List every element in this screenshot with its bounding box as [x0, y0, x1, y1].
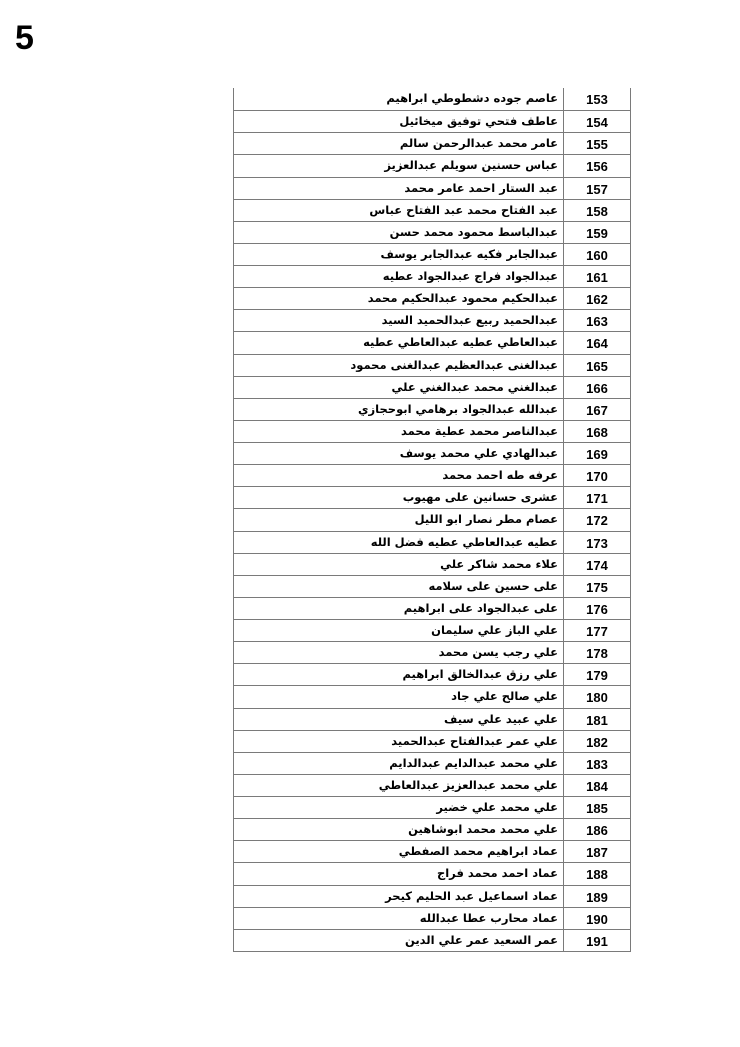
table-row [234, 840, 630, 862]
table-row [234, 177, 630, 199]
table-row [234, 110, 630, 132]
name-cell: عبدالباسط محمود محمد حسن [234, 222, 564, 243]
table-row [234, 464, 630, 486]
name-cell: عطيه عبدالعاطي عطيه فضل الله [234, 532, 564, 553]
name-cell: عبد الستار احمد عامر محمد [234, 178, 564, 199]
number-cell: 157 [586, 181, 608, 197]
name-cell: عشرى حسانين على مهيوب [234, 487, 564, 508]
name-cell: علي محمد محمد ابوشاهين [234, 819, 564, 840]
name-cell: عامر محمد عبدالرحمن سالم [234, 133, 564, 154]
number-cell: 191 [586, 933, 608, 949]
name-cell: على عبدالجواد على ابراهيم [234, 598, 564, 619]
name-cell: عماد احمد محمد فراج [234, 863, 564, 884]
number-cell: 190 [586, 911, 608, 927]
number-cell: 174 [586, 557, 608, 573]
table-row [234, 796, 630, 818]
name-cell: عماد محارب عطا عبدالله [234, 908, 564, 929]
names-table [233, 88, 631, 952]
name-cell: علي عبيد علي سيف [234, 709, 564, 730]
number-cell: 188 [586, 867, 608, 883]
number-cell: 181 [586, 712, 608, 728]
number-cell: 186 [586, 823, 608, 839]
number-cell: 161 [586, 270, 608, 285]
table-row [234, 663, 630, 685]
table-row [234, 597, 630, 619]
name-cell: علي رجب يسن محمد [234, 642, 564, 663]
table-row [234, 354, 630, 376]
table-row [234, 752, 630, 774]
table-row [234, 885, 630, 907]
name-cell: علي عمر عبدالفتاح عبدالحميد [234, 731, 564, 752]
number-cell: 162 [586, 292, 608, 308]
number-cell: 153 [586, 92, 608, 107]
number-cell: 156 [586, 159, 608, 175]
table-row [234, 508, 630, 530]
number-cell: 168 [586, 424, 608, 440]
table-row [234, 774, 630, 796]
name-cell: عبدالغنى عبدالعظيم عبدالغنى محمود [234, 355, 564, 376]
name-cell: عبدالحميد ربيع عبدالحميد السيد [234, 310, 564, 331]
number-cell: 155 [586, 137, 608, 153]
name-cell: علي الباز علي سليمان [234, 620, 564, 641]
table-row [234, 376, 630, 398]
table-row [234, 907, 630, 929]
name-cell: عبدالله عبدالجواد برهامي ابوحجازي [234, 399, 564, 420]
number-cell: 164 [586, 336, 608, 352]
number-cell: 158 [586, 203, 608, 219]
table-row [234, 486, 630, 508]
table-row [234, 331, 630, 353]
number-cell: 159 [586, 225, 608, 241]
table-row [234, 553, 630, 575]
name-cell: علي صالح علي جاد [234, 686, 564, 707]
name-cell: عبدالجابر فكيه عبدالجابر يوسف [234, 244, 564, 265]
number-cell: 154 [586, 115, 608, 131]
table-row [234, 685, 630, 707]
name-cell: عاصم جوده دشطوطي ابراهيم [234, 88, 564, 110]
name-cell: عبد الفتاح محمد عبد الفتاح عباس [234, 200, 564, 221]
name-cell: عاطف فتحي توفيق ميخائيل [234, 111, 564, 132]
name-cell: علي محمد عبدالدايم عبدالدايم [234, 753, 564, 774]
name-cell: عماد ابراهيم محمد الصفطي [234, 841, 564, 862]
number-cell: 170 [586, 469, 608, 485]
table-row [234, 199, 630, 221]
number-cell: 167 [586, 402, 608, 418]
number-cell: 185 [586, 801, 608, 816]
table-row [234, 442, 630, 464]
table-row [234, 221, 630, 243]
number-cell: 171 [586, 491, 608, 507]
name-cell: عباس حسنين سويلم عبدالعزيز [234, 155, 564, 176]
number-cell: 176 [586, 601, 608, 617]
table-row [234, 818, 630, 840]
name-cell: عبدالهادي علي محمد يوسف [234, 443, 564, 464]
number-cell: 178 [586, 646, 608, 662]
name-cell: عبدالناصر محمد عطية محمد [234, 421, 564, 442]
number-cell: 189 [586, 889, 608, 905]
number-cell: 182 [586, 734, 608, 750]
name-cell: عصام مطر نصار ابو الليل [234, 509, 564, 530]
table-row [234, 708, 630, 730]
name-cell: عرفه طه احمد محمد [234, 465, 564, 486]
number-cell: 179 [586, 668, 608, 684]
table-row [234, 619, 630, 641]
name-cell: عماد اسماعيل عبد الحليم كيحر [234, 886, 564, 907]
table-row [234, 420, 630, 442]
table-row [234, 132, 630, 154]
table-row [234, 531, 630, 553]
number-cell: 187 [586, 845, 608, 861]
table-row [234, 265, 630, 287]
number-cell: 165 [586, 358, 608, 374]
number-cell: 163 [586, 314, 608, 330]
name-cell: علي محمد علي خضير [234, 797, 564, 818]
table-row [234, 88, 630, 110]
name-cell: علي محمد عبدالعزيز عبدالعاطي [234, 775, 564, 796]
name-cell: علاء محمد شاكر علي [234, 554, 564, 575]
name-cell: عبدالغني محمد عبدالغني علي [234, 377, 564, 398]
table-row [234, 154, 630, 176]
table-row [234, 287, 630, 309]
table-row [234, 309, 630, 331]
name-cell: عبدالجواد فراج عبدالجواد عطيه [234, 266, 564, 287]
table-row [234, 730, 630, 752]
name-cell: على حسين على سلامه [234, 576, 564, 597]
table-row [234, 398, 630, 420]
table-row [234, 862, 630, 884]
name-cell: عمر السعيد عمر علي الدين [234, 930, 564, 951]
name-cell: علي رزق عبدالخالق ابراهيم [234, 664, 564, 685]
number-cell: 177 [586, 624, 608, 639]
number-cell: 183 [586, 756, 608, 772]
number-cell: 175 [586, 579, 608, 595]
table-row [234, 575, 630, 597]
name-cell: عبدالحكيم محمود عبدالحكيم محمد [234, 288, 564, 309]
table-row [234, 243, 630, 265]
number-cell: 180 [586, 690, 608, 706]
table-row [234, 929, 630, 951]
number-cell: 184 [586, 778, 608, 794]
name-cell: عبدالعاطي عطيه عبدالعاطي عطيه [234, 332, 564, 353]
number-cell: 172 [586, 513, 608, 529]
table-row [234, 641, 630, 663]
number-cell: 173 [586, 535, 608, 551]
number-cell: 160 [586, 247, 608, 263]
page-number: 5 [15, 19, 34, 57]
number-cell: 166 [586, 380, 608, 396]
number-cell: 169 [586, 447, 608, 462]
